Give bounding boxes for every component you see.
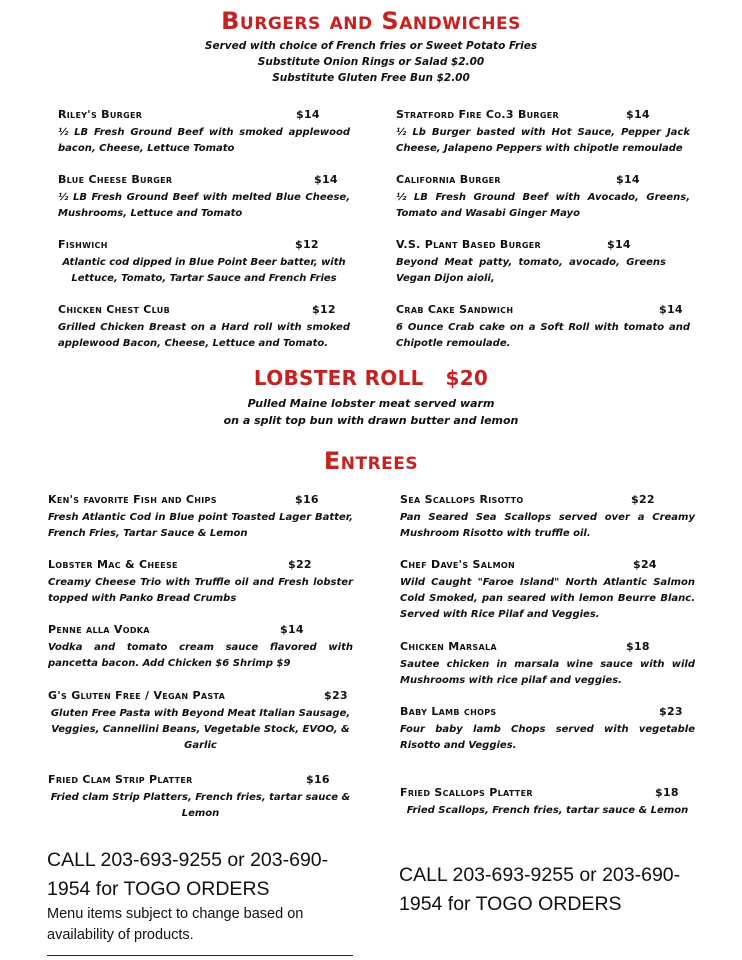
item-name: Penne alla Vodka: [48, 623, 150, 636]
menu-item-gluten-free-pasta: [48, 689, 353, 754]
availability-note: Menu items subject to change based on availability of products.: [47, 906, 304, 943]
item-name: Lobster Mac & Cheese: [48, 558, 178, 571]
item-name: Chicken Chest Club: [58, 303, 170, 316]
menu-item-chicken-marsala: [400, 640, 695, 689]
item-price: $14: [280, 623, 304, 636]
item-price: $22: [288, 558, 312, 571]
togo-phone-notice: CALL 203-693-9255 or 203-690-1954 for TOGO ORDERS: [47, 849, 329, 900]
item-description: Sautee chicken in marsala wine sauce with wild Mushrooms with rice pilaf and veggies.: [400, 659, 695, 686]
menu-item-california-burger: [396, 173, 690, 222]
menu-item-lobster-mac: [48, 558, 353, 607]
item-description: Vodka and tomato cream sauce flavored with pancetta bacon. Add Chicken $6 Shrimp $9: [48, 642, 353, 669]
item-description: Four baby lamb Chops served with vegetable Risotto and Veggies.: [400, 724, 695, 751]
item-name: Baby Lamb chops: [400, 705, 497, 718]
menu-item-fish-and-chips: [48, 493, 353, 542]
item-price: $12: [295, 238, 319, 251]
item-price: $14: [626, 108, 650, 121]
item-description: Gluten Free Pasta with Beyond Meat Italian Sausage, Veggies, Cannellini Beans, Vegetable Stock, EVOO, & Garlic: [50, 708, 351, 751]
menu-item-fishwich: [58, 238, 350, 287]
item-price: $24: [633, 558, 657, 571]
item-name: Fishwich: [58, 238, 108, 251]
menu-item-stratford-burger: [396, 108, 690, 157]
item-price: $14: [314, 173, 338, 186]
menu-item-blue-cheese-burger: [58, 173, 350, 222]
item-description: 6 Ounce Crab cake on a Soft Roll with tomato and Chipotle remoulade.: [396, 322, 690, 349]
item-description: Fried Scallops, French fries, tartar sauce & Lemon: [406, 805, 689, 816]
menu-item-sea-scallops-risotto: [400, 493, 695, 542]
menu-item-baby-lamb-chops: [400, 705, 695, 754]
menu-item-plant-based-burger: [396, 238, 666, 287]
lobster-roll-description: Pulled Maine lobster meat served warm: [247, 397, 495, 410]
item-description: ½ LB Fresh Ground Beef with smoked applewood bacon, Cheese, Lettuce Tomato: [58, 127, 350, 154]
item-name: Riley's Burger: [58, 108, 143, 121]
item-name: Fried Scallops Platter: [400, 786, 533, 799]
item-price: $14: [616, 173, 640, 186]
item-price: $16: [295, 493, 319, 506]
item-description: Fried clam Strip Platters, French fries, tartar sauce & Lemon: [50, 792, 351, 819]
burgers-subtitle: Served with choice of French fries or Sweet Potato Fries: [204, 40, 538, 52]
menu-item-clam-strip-platter: [48, 773, 353, 822]
item-name: Blue Cheese Burger: [58, 173, 173, 186]
item-description: ½ LB Fresh Ground Beef with Avocado, Greens, Tomato and Wasabi Ginger Mayo: [396, 192, 690, 219]
lobster-roll-title: LOBSTER ROLL $20: [253, 366, 489, 390]
item-name: Ken's favorite Fish and Chips: [48, 493, 217, 506]
menu-item-crab-cake-sandwich: [396, 303, 690, 352]
item-price: $14: [659, 303, 683, 316]
item-description: Fresh Atlantic Cod in Blue point Toasted Lager Batter, French Fries, Tartar Sauce & Lemon: [48, 512, 353, 539]
item-price: $18: [655, 786, 679, 799]
lobster-roll-description: on a split top bun with drawn butter and lemon: [223, 414, 519, 427]
menu-item-fried-scallops-platter: [400, 786, 695, 819]
divider: [47, 955, 353, 956]
togo-phone-notice: CALL 203-693-9255 or 203-690-1954 for TOGO ORDERS: [399, 864, 681, 915]
menu-item-chicken-chest-club: [58, 303, 350, 352]
item-name: California Burger: [396, 173, 501, 186]
item-price: $14: [607, 238, 631, 251]
item-price: $23: [324, 689, 348, 702]
item-name: Crab Cake Sandwich: [396, 303, 514, 316]
item-price: $23: [659, 705, 683, 718]
item-name: Fried Clam Strip Platter: [48, 773, 193, 786]
item-description: Pan Seared Sea Scallops served over a Creamy Mushroom Risotto with truffle oil.: [400, 512, 695, 539]
burgers-subtitle: Substitute Onion Rings or Salad $2.00: [257, 56, 485, 68]
menu-item-penne-vodka: [48, 623, 353, 672]
section-title-entrees: Entrees: [323, 447, 419, 475]
item-name: Chef Dave's Salmon: [400, 558, 515, 571]
item-price: $14: [296, 108, 320, 121]
section-title-burgers: Burgers and Sandwiches: [221, 7, 521, 35]
item-price: $16: [306, 773, 330, 786]
menu-item-salmon: [400, 558, 695, 623]
item-description: Atlantic cod dipped in Blue Point Beer batter, with Lettuce, Tomato, Tartar Sauce and French Fries: [62, 257, 346, 284]
item-description: Creamy Cheese Trio with Truffle oil and Fresh lobster topped with Panko Bread Crumbs: [48, 577, 353, 604]
item-description: Wild Caught "Faroe Island" North Atlantic Salmon Cold Smoked, pan seared with lemon Beurre Blanc. Served with Rice Pilaf and Veggies.: [400, 577, 695, 620]
item-description: Grilled Chicken Breast on a Hard roll with smoked applewood Bacon, Cheese, Lettuce and Tomato.: [58, 322, 350, 349]
item-price: $12: [312, 303, 336, 316]
item-name: G's Gluten Free / Vegan Pasta: [48, 689, 226, 702]
item-name: Chicken Marsala: [400, 640, 497, 653]
item-price: $22: [631, 493, 655, 506]
burgers-subtitle: Substitute Gluten Free Bun $2.00: [272, 72, 470, 84]
item-description: ½ Lb Burger basted with Hot Sauce, Pepper Jack Cheese, Jalapeno Peppers with chipotle remoulade: [396, 127, 690, 154]
item-name: V.S. Plant Based Burger: [396, 238, 541, 251]
item-description: ½ LB Fresh Ground Beef with melted Blue Cheese, Mushrooms, Lettuce and Tomato: [58, 192, 350, 219]
item-name: Sea Scallops Risotto: [400, 493, 524, 506]
menu-item-rileys-burger: [58, 108, 350, 157]
item-description: Beyond Meat patty, tomato, avocado, Greens Vegan Dijon aioli,: [396, 257, 666, 284]
item-price: $18: [626, 640, 650, 653]
item-name: Stratford Fire Co.3 Burger: [396, 108, 559, 121]
